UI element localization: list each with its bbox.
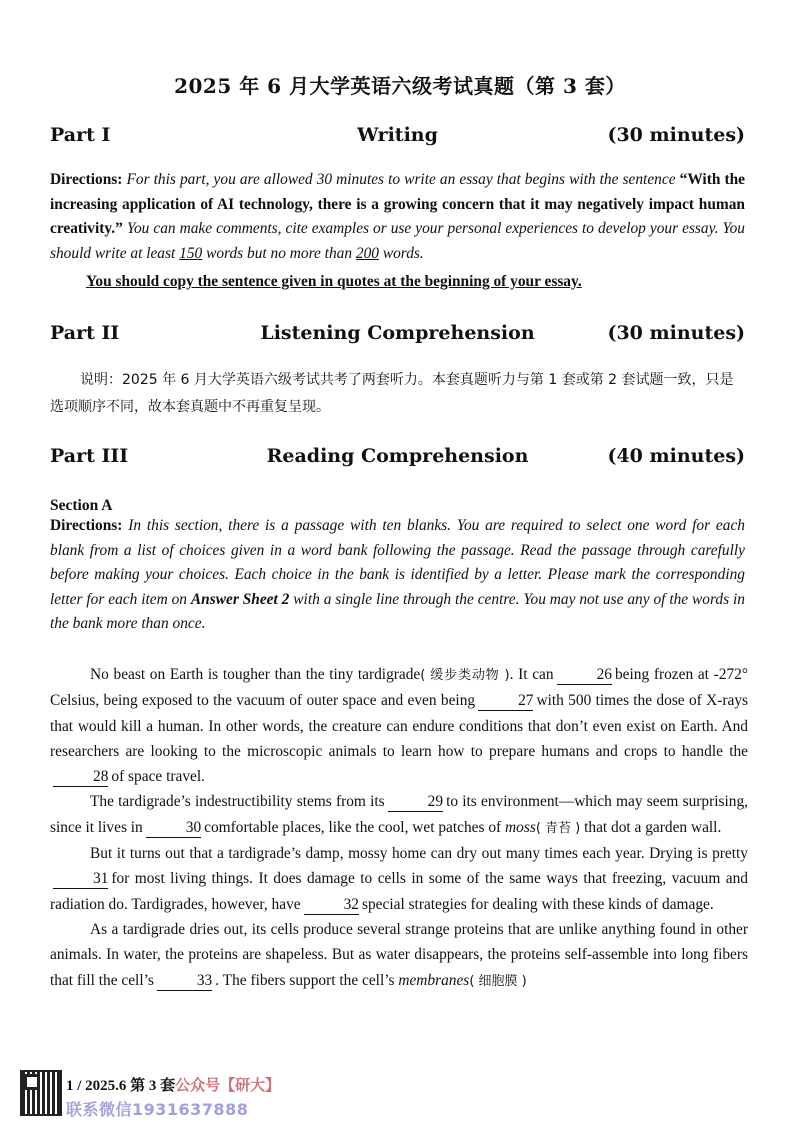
blank-26[interactable]: 26 xyxy=(557,666,612,685)
part3-directions xyxy=(50,514,745,637)
part3-name: Reading Comprehension xyxy=(266,445,529,467)
qr-code-icon[interactable] xyxy=(20,1070,62,1116)
chinese-gloss: ( 缓步类动物 ) xyxy=(420,668,510,683)
part1-header xyxy=(50,124,745,154)
passage-term: membranes xyxy=(398,971,470,989)
footer-line-1 xyxy=(66,1074,280,1095)
part1-time: (30 minutes) xyxy=(607,124,745,146)
directions-text: In this section, there is a passage with ten blanks. You are required to select one word for each blank from a list of choices given in a word bank following the passage. Read the passage through carefully before making your choices. Each choice in the bank is identified by a letter. Please mark the corresponding letter for each item on xyxy=(50,517,745,608)
passage-text: that dot a garden wall. xyxy=(584,818,722,836)
blank-27[interactable]: 27 xyxy=(478,692,533,711)
passage-paragraph xyxy=(50,841,748,917)
part1-label: Part I xyxy=(50,124,111,146)
passage-paragraph xyxy=(50,917,748,994)
passage-text: But it turns out that a tardigrade’s damp, mossy home can dry out many times each year. Drying is pretty xyxy=(90,845,748,863)
directions-text: For this part, you are allowed 30 minutes to write an essay that begins with the sentence xyxy=(126,171,676,188)
part2-name: Listening Comprehension xyxy=(260,322,535,344)
part1-name: Writing xyxy=(357,124,438,146)
part2-header xyxy=(50,322,745,352)
passage-text: As a tardigrade dries out, its cells produce several strange proteins that are unlike anything found in other animals. In water, the proteins are shapeless. But as water disappears, the proteins self-assemble into long fibers that fill the cell’s xyxy=(50,920,748,989)
max-words: 200 xyxy=(355,244,379,262)
copy-note xyxy=(86,270,746,295)
blank-31[interactable]: 31 xyxy=(53,870,108,889)
passage-paragraph xyxy=(50,789,748,841)
directions-text: words. xyxy=(382,244,424,262)
chinese-gloss: ( 细胞膜 ) xyxy=(469,973,527,989)
part1-directions xyxy=(50,168,745,266)
blank-30[interactable]: 30 xyxy=(146,819,201,838)
passage-text: . The fibers support the cell’s xyxy=(215,971,395,989)
blank-28[interactable]: 28 xyxy=(53,768,108,787)
blank-29[interactable]: 29 xyxy=(388,793,443,812)
directions-text: words but no more than xyxy=(206,244,353,262)
passage-text: . It can xyxy=(509,666,554,683)
part2-label: Part II xyxy=(50,322,120,344)
passage-term: moss xyxy=(505,818,536,836)
page-number: 1 / 2025.6 第 3 套 xyxy=(66,1078,176,1094)
passage-text: of space travel. xyxy=(111,768,205,786)
blank-32[interactable]: 32 xyxy=(304,896,359,915)
watermark-text: 公众号【研大】 xyxy=(175,1076,281,1094)
passage-text: No beast on Earth is tougher than the tiny tardigrade xyxy=(90,666,421,683)
directions-text: You can make comments, cite examples or use your personal experiences to develop your essay. You should write at least xyxy=(50,220,746,262)
passage-paragraph xyxy=(50,662,748,789)
listening-note: 说明：2025 年 6 月大学英语六级考试共考了两套听力。本套真题听力与第 1 套或第 2 套试题一致，只是选项顺序不同，故本套真题中不再重复呈现。 xyxy=(50,372,734,415)
directions-label: Directions: xyxy=(50,171,123,188)
page-title: 2025 年 6 月大学英语六级考试真题（第 3 套） xyxy=(174,74,626,98)
directions-text: with a single line through the centre. You may not use any of the words in the bank more than once. xyxy=(50,590,745,632)
copy-note-text: You should copy the sentence given in quotes at the beginning of your essay. xyxy=(86,273,582,290)
answer-sheet-ref: Answer Sheet 2 xyxy=(190,590,290,608)
page-footer xyxy=(20,1070,320,1122)
passage-text: for most living things. It does damage to cells in some of the same ways that freezing, vacuum and radiation do. Tardigrades, however, have xyxy=(50,870,748,913)
blank-33[interactable]: 33 xyxy=(157,972,212,991)
passage-text: The tardigrade’s indestructibility stems from its xyxy=(90,793,385,811)
part2-time: (30 minutes) xyxy=(607,322,745,344)
reading-passage xyxy=(50,662,748,994)
part3-label: Part III xyxy=(50,445,129,467)
part3-header xyxy=(50,445,745,475)
watermark-contact: 联系微信1931637888 xyxy=(66,1100,249,1119)
passage-text: being frozen at -272° Celsius, being exposed to the vacuum of outer space and even being xyxy=(50,666,749,710)
chinese-gloss: ( 青苔 ) xyxy=(535,820,581,836)
passage-text: with 500 times the dose of X-rays that would kill a human. In other words, the creature can endure conditions that don’t even exist on Earth. And researchers are looking to the microscopic animals to learn how to prepare humans and crops to handle the xyxy=(50,692,749,760)
min-words: 150 xyxy=(179,244,203,262)
passage-text: to its environment—which may seem surprising, since it lives in xyxy=(50,793,749,836)
part3-time: (40 minutes) xyxy=(607,445,745,467)
passage-text: special strategies for dealing with these kinds of damage. xyxy=(361,895,714,913)
directions-label: Directions: xyxy=(50,517,123,534)
passage-text: comfortable places, like the cool, wet patches of xyxy=(204,818,502,836)
section-a-label: Section A xyxy=(50,497,113,514)
essay-prompt-quote: “With the increasing application of AI technology, there is a growing concern that it may negatively impact human creativity.” xyxy=(50,171,745,237)
